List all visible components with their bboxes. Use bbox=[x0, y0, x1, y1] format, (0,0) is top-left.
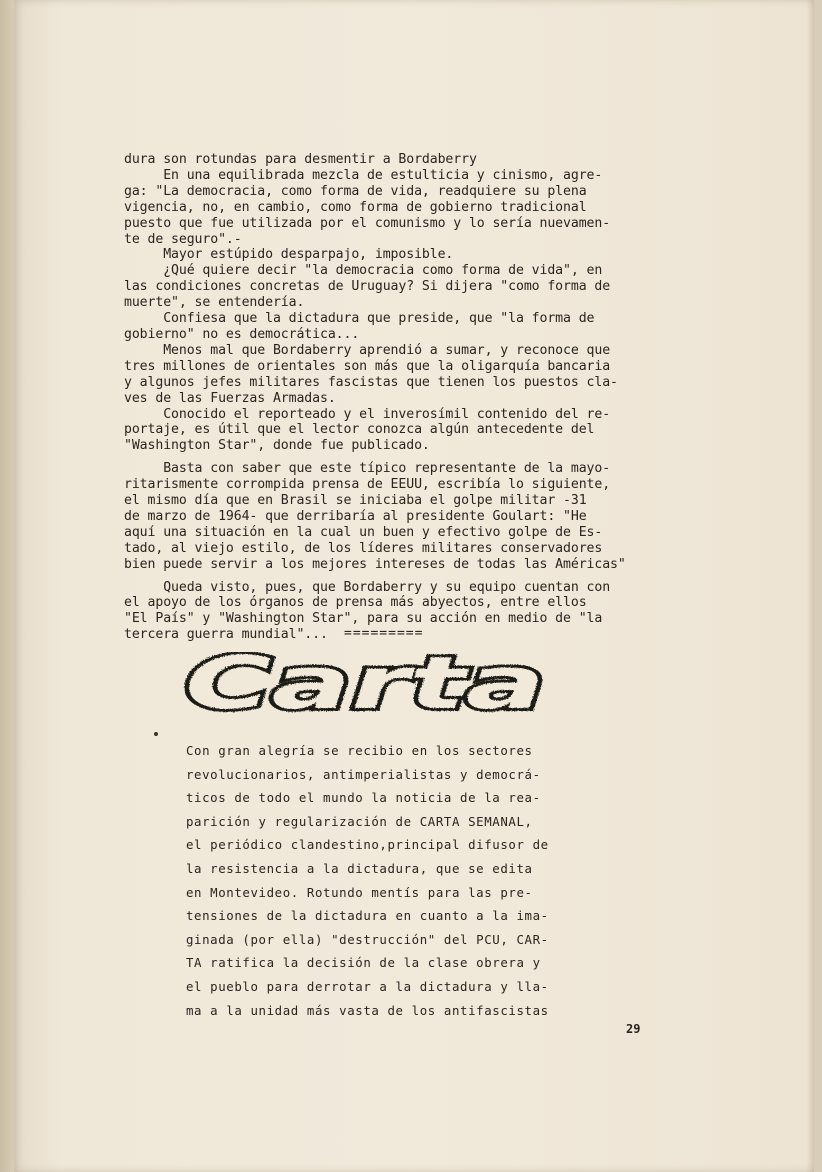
text-line: de marzo de 1964- que derribaría al presidente Goulart: "He bbox=[124, 508, 587, 524]
text-line: ma a la unidad más vasta de los antifascistas bbox=[186, 1002, 549, 1018]
text-line: Conocido el reporteado y el inverosímil contenido del re- bbox=[124, 406, 611, 422]
section-separator: ========= bbox=[344, 626, 424, 641]
text-line: Basta con saber que este típico representante de la mayo- bbox=[124, 461, 611, 477]
text-line: y algunos jefes militares fascistas que tienen los puestos cla- bbox=[124, 374, 618, 390]
text-line: ves de las Fuerzas Armadas. bbox=[124, 390, 336, 406]
bullet-mark bbox=[154, 732, 158, 736]
page-number: 29 bbox=[626, 1022, 641, 1036]
text-line: ¿Qué quiere decir "la democracia como forma de vida", en bbox=[124, 263, 603, 279]
text-line bbox=[124, 573, 684, 580]
text-line: te de seguro".- bbox=[124, 231, 242, 247]
text-line: revolucionarios, antimperialistas y democrá- bbox=[186, 766, 541, 782]
text-line: Queda visto, pues, que Bordaberry y su equipo cuentan con bbox=[124, 579, 611, 595]
text-line: TA ratifica la decisión de la clase obrera y bbox=[186, 955, 541, 971]
text-line: ga: "La democracia, como forma de vida, readquiere su plena bbox=[124, 183, 587, 199]
carta-announcement bbox=[186, 739, 606, 1022]
page-edge-shadow bbox=[806, 0, 814, 1172]
text-line: gobierno" no es democrática... bbox=[124, 326, 360, 342]
text-line: ritarismente corrompida prensa de EEUU, escribía lo siguiente, bbox=[124, 477, 611, 493]
text-line: el mismo día que en Brasil se iniciaba el golpe militar -31 bbox=[124, 493, 587, 509]
text-line: las condiciones concretas de Uruguay? Si dijera "como forma de bbox=[124, 279, 611, 295]
text-line: puesto que fue utilizada por el comunismo y lo sería nuevamen- bbox=[124, 215, 611, 231]
binding-edge bbox=[0, 0, 14, 1172]
text-line: en Montevideo. Rotundo mentís para las pre- bbox=[186, 884, 533, 900]
text-line: bien puede servir a los mejores intereses de todas las Américas" bbox=[124, 556, 626, 572]
text-line: tado, al viejo estilo, de los líderes militares conservadores bbox=[124, 540, 603, 556]
text-line: ginada (por ella) "destrucción" del PCU, CAR- bbox=[186, 931, 549, 947]
text-line: parición y regularización de CARTA SEMANAL, bbox=[186, 813, 533, 829]
text-line: la resistencia a la dictadura, que se edita bbox=[186, 860, 533, 876]
text-line: el pueblo para derrotar a la dictadura y lla- bbox=[186, 978, 549, 994]
text-line: Con gran alegría se recibio en los sectores bbox=[186, 743, 533, 758]
text-line: Confiesa que la dictadura que preside, que "la forma de bbox=[124, 311, 595, 327]
carta-logo-text: Carta bbox=[185, 652, 545, 720]
text-line: el apoyo de los órganos de prensa más abyectos, entre ellos bbox=[124, 595, 587, 611]
text-line: Menos mal que Bordaberry aprendió a sumar, y reconoce que bbox=[124, 342, 611, 358]
text-line: el periódico clandestino,principal difusor de bbox=[186, 837, 549, 853]
text-line: tensiones de la dictadura en cuanto a la ima- bbox=[186, 908, 549, 924]
carta-logo bbox=[180, 652, 550, 720]
text-line: "Washington Star", donde fue publicado. bbox=[124, 438, 430, 454]
text-line: vigencia, no, en cambio, como forma de gobierno tradicional bbox=[124, 199, 587, 215]
text-line: En una equilibrada mezcla de estulticia y cinismo, agre- bbox=[124, 167, 603, 183]
article-text bbox=[124, 152, 684, 643]
text-line: muerte", se entendería. bbox=[124, 295, 305, 311]
text-line: dura son rotundas para desmentir a Bordaberry bbox=[124, 152, 477, 167]
text-line: tres millones de orientales son más que la oligarquía bancaria bbox=[124, 358, 611, 374]
text-line: Mayor estúpido desparpajo, imposible. bbox=[124, 247, 454, 263]
text-line: ticos de todo el mundo la noticia de la rea- bbox=[186, 790, 541, 806]
text-line: tercera guerra mundial"... bbox=[124, 627, 328, 643]
text-line: aquí una situación en la cual un buen y efectivo golpe de Es- bbox=[124, 524, 603, 540]
text-line: portaje, es útil que el lector conozca algún antecedente del bbox=[124, 422, 595, 438]
text-line: "El País" y "Washington Star", para su acción en medio de "la bbox=[124, 611, 603, 627]
